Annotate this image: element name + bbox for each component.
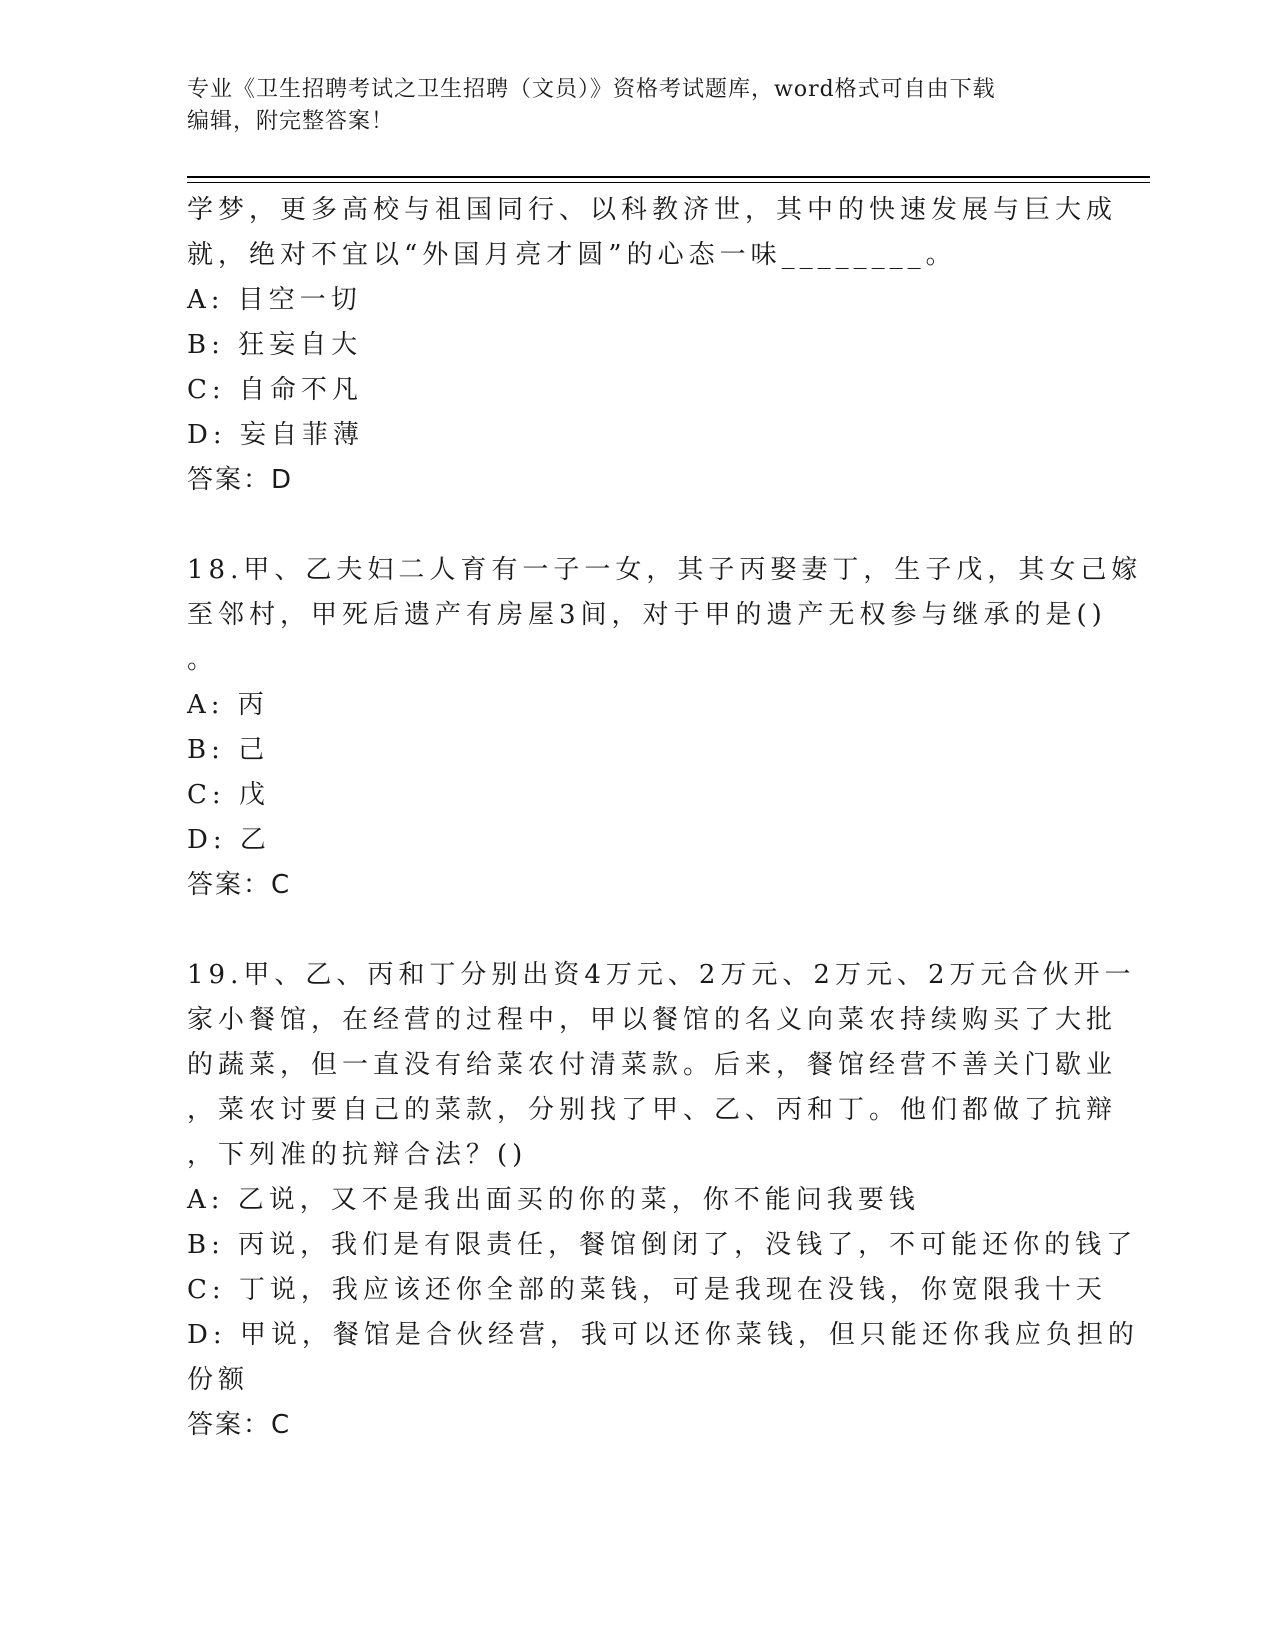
header-rule-thick xyxy=(187,176,1150,178)
question-18 xyxy=(187,548,1143,908)
option-c: C: 丁说，我应该还你全部的菜钱，可是我现在没钱，你宽限我十天 xyxy=(187,1275,1107,1305)
question-19 xyxy=(187,953,1139,1448)
question-text-line: 至邻村，甲死后遗产有房屋3间，对于甲的遗产无权参与继承的是() xyxy=(187,600,1107,630)
question-text-line: 的蔬菜，但一直没有给菜农付清菜款。后来，餐馆经营不善关门歇业 xyxy=(187,1050,1118,1080)
answer-line: 答案：C xyxy=(187,870,292,900)
answer-line: 答案：D xyxy=(187,465,294,495)
question-text-line: 家小餐馆，在经营的过程中，甲以餐馆的名义向菜农持续购买了大批 xyxy=(187,1005,1118,1035)
option-d: D: 甲说，餐馆是合伙经营，我可以还你菜钱，但只能还你我应负担的 xyxy=(187,1320,1139,1350)
option-d: D: 妄自菲薄 xyxy=(187,420,364,450)
option-a: A: 乙说，又不是我出面买的你的菜，你不能问我要钱 xyxy=(187,1185,920,1215)
question-text-line: 就，绝对不宜以“外国月亮才圆”的心态一味________。 xyxy=(187,240,957,270)
question-text-line: ，菜农讨要自己的菜款，分别找了甲、乙、丙和丁。他们都做了抗辩 xyxy=(187,1095,1118,1125)
question-text-line: 学梦，更多高校与祖国同行、以科教济世，其中的快速发展与巨大成 xyxy=(187,195,1118,225)
question-content xyxy=(187,188,1143,1448)
option-b: B: 己 xyxy=(187,735,270,765)
question-text-line: 19.甲、乙、丙和丁分别出资4万元、2万元、2万元、2万元合伙开一 xyxy=(187,960,1136,990)
spacer xyxy=(187,503,1087,548)
document-header xyxy=(187,74,1087,138)
header-line-1: 专业《卫生招聘考试之卫生招聘（文员）》资格考试题库，word格式可自由下载 xyxy=(187,77,996,102)
option-b: B: 狂妄自大 xyxy=(187,330,363,360)
option-b: B: 丙说，我们是有限责任，餐馆倒闭了，没钱了，不可能还你的钱了 xyxy=(187,1230,1138,1260)
option-d: D: 乙 xyxy=(187,825,271,855)
option-d-continued: 份额 xyxy=(187,1365,250,1395)
spacer xyxy=(187,908,1087,953)
option-c: C: 自命不凡 xyxy=(187,375,363,405)
option-a: A: 目空一切 xyxy=(187,285,362,315)
question-text-line: ，下列准的抗辩合法？() xyxy=(187,1140,528,1170)
question-text-line: 。 xyxy=(187,645,219,675)
option-a: A: 丙 xyxy=(187,690,269,720)
header-rule-thin xyxy=(187,182,1150,183)
answer-line: 答案：C xyxy=(187,1410,292,1440)
header-line-2: 编辑，附完整答案！ xyxy=(187,109,395,134)
question-17 xyxy=(187,188,1118,503)
option-c: C: 戊 xyxy=(187,780,270,810)
question-text-line: 18.甲、乙夫妇二人育有一子一女，其子丙娶妻丁，生子戊，其女己嫁 xyxy=(187,555,1143,585)
